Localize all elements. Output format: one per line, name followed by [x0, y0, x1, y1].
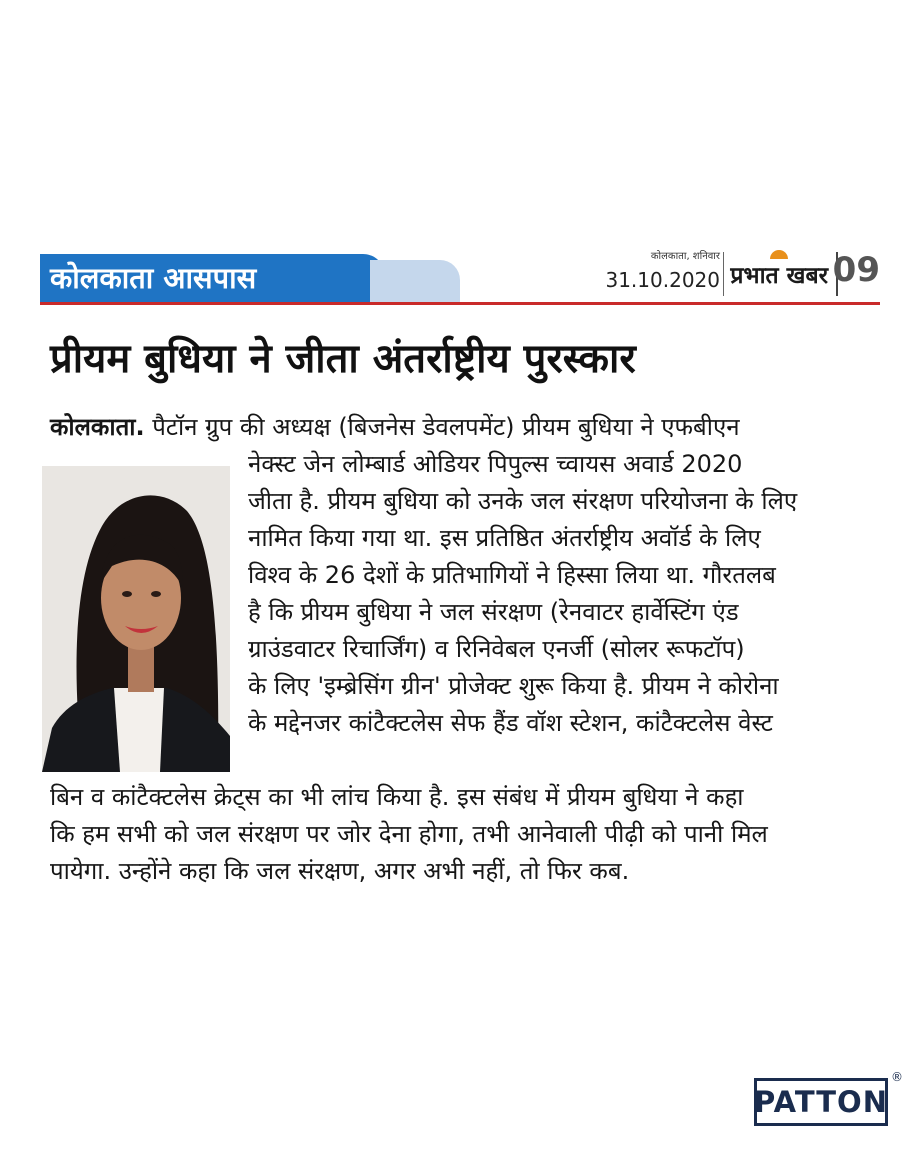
article-line-11: कि हम सभी को जल संरक्षण पर जोर देना होगा, तभी आनेवाली पीढ़ी को पानी मिल — [50, 820, 768, 848]
article-line-7: ग्राउंडवाटर रिचार्जिंग) व रिनिवेबल एनर्जी (सोलर रूफटॉप) — [248, 635, 745, 663]
article-line-4: नामित किया गया था. इस प्रतिष्ठित अंतर्राष्ट्रीय अवॉर्ड के लिए — [248, 524, 761, 552]
article-line-1-text: पैटॉन ग्रुप की अध्यक्ष (बिजनेस डेवलपमेंट) प्रीयम बुधिया ने एफबीएन — [152, 413, 740, 441]
registered-mark: ® — [891, 1070, 903, 1084]
page-number: 09 — [832, 250, 880, 290]
article-line-5: विश्व के 26 देशों के प्रतिभागियों ने हिस्सा लिया था. गौरतलब — [248, 561, 776, 589]
section-title: कोलकाता आसपास — [50, 261, 257, 295]
masthead-city-day: कोलकाता, शनिवार — [650, 251, 720, 262]
article-line-12: पायेगा. उन्होंने कहा कि जल संरक्षण, अगर अभी नहीं, तो फिर कब. — [50, 857, 630, 885]
article-line-1 — [50, 410, 740, 444]
masthead-date: 31.10.2020 — [605, 268, 720, 292]
section-header-light-tab — [370, 260, 460, 302]
article-line-8: के लिए 'इम्ब्रेसिंग ग्रीन' प्रोजेक्ट शुरू किया है. प्रीयम ने कोरोना — [248, 672, 779, 700]
section-rule — [40, 302, 880, 305]
article-dateline: कोलकाता. — [50, 413, 145, 441]
patton-logo — [754, 1078, 888, 1126]
article-line-9: के मद्देनजर कांटैक्टलेस सेफ हैंड वॉश स्टेशन, कांटैक्टलेस वेस्ट — [248, 709, 773, 737]
patton-logo-text: PATTON — [754, 1085, 888, 1119]
article-line-6: है कि प्रीयम बुधिया ने जल संरक्षण (रेनवाटर हार्वेस्टिंग एंड — [248, 598, 739, 626]
article-headline: प्रीयम बुधिया ने जीता अंतर्राष्ट्रीय पुरस्कार — [50, 336, 636, 382]
newspaper-logo: प्रभात खबर — [730, 263, 828, 289]
masthead — [605, 244, 880, 302]
article-line-10: बिन व कांटैक्टलेस क्रेट्स का भी लांच किया है. इस संबंध में प्रीयम बुधिया ने कहा — [50, 783, 744, 811]
masthead-divider — [723, 252, 724, 296]
portrait-illustration — [42, 466, 230, 772]
article-line-3: जीता है. प्रीयम बुधिया को उनके जल संरक्षण परियोजना के लिए — [248, 487, 798, 515]
article-line-2: नेक्स्ट जेन लोम्बार्ड ओडियर पिपुल्स च्वायस अवार्ड 2020 — [248, 450, 743, 478]
section-header-bar — [40, 254, 460, 302]
portrait-photo — [42, 466, 230, 772]
